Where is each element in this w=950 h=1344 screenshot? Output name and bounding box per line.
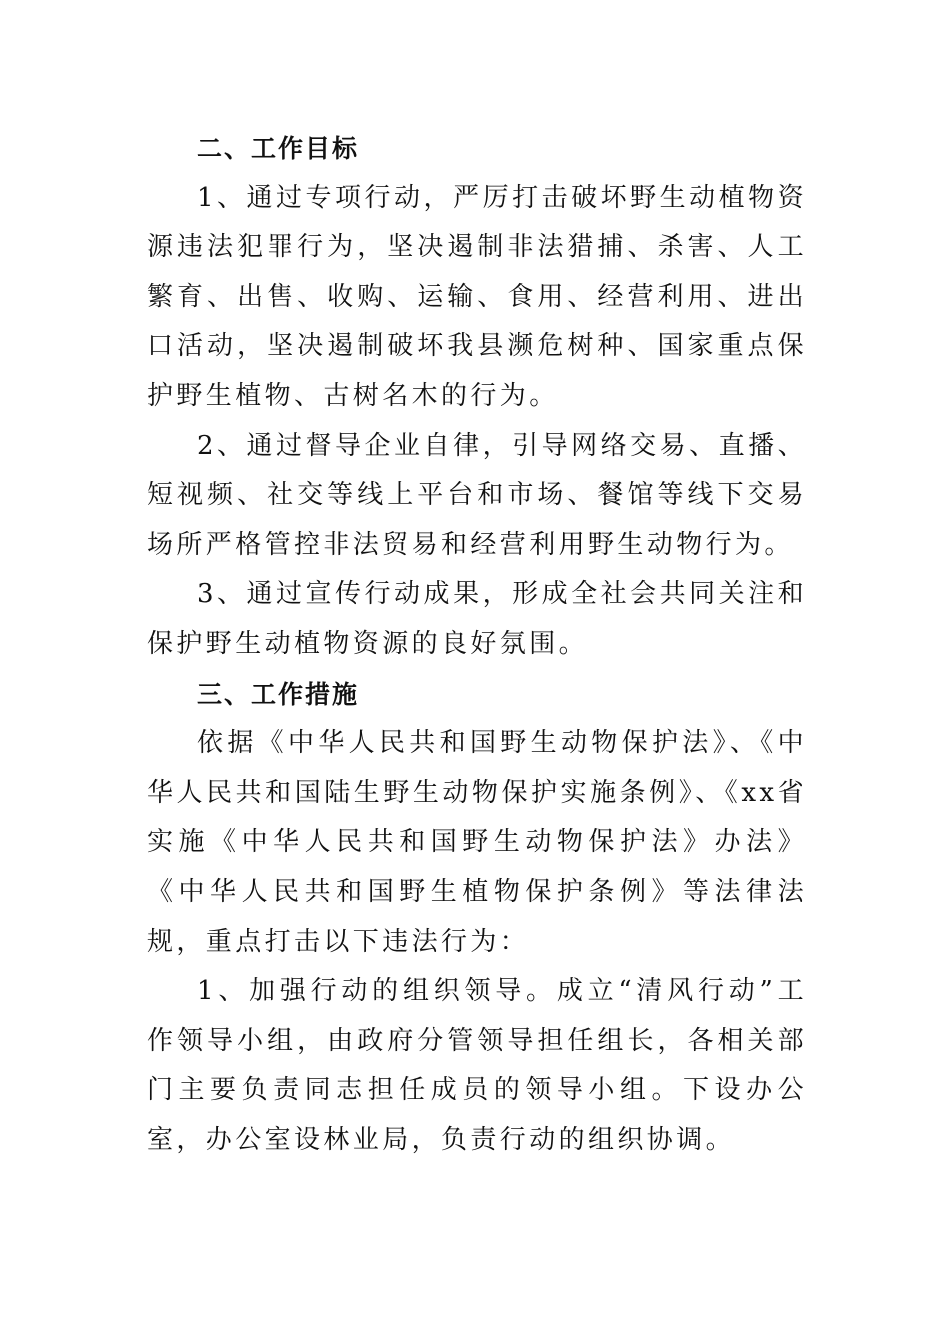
document-body [147, 124, 807, 1165]
goal-paragraph-1: 1、通过专项行动，严厉打击破坏野生动植物资源违法犯罪行为，坚决遏制非法猎捕、杀害、人工繁育、出售、收购、运输、食用、经营利用、进出口活动，坚决遏制破坏我县濒危树种、国家重点保护野生植物、古树名木的行为。 [147, 182, 807, 411]
measures-paragraph-1: 1、加强行动的组织领导。成立“清风行动”工作领导小组，由政府分管领导担任组长，各相关部门主要负责同志担任成员的领导小组。下设办公室，办公室设林业局，负责行动的组织协调。 [147, 976, 807, 1155]
goal-paragraph-2: 2、通过督导企业自律，引导网络交易、直播、短视频、社交等线上平台和市场、餐馆等线下交易场所严格管控非法贸易和经营利用野生动物行为。 [147, 430, 807, 560]
goal-paragraph-3: 3、通过宣传行动成果，形成全社会共同关注和保护野生动植物资源的良好氛围。 [147, 579, 807, 659]
measures-paragraph-intro: 依据《中华人民共和国野生动物保护法》、《中华人民共和国陆生野生动物保护实施条例》、《xx省实施《中华人民共和国野生动物保护法》办法》《中华人民共和国野生植物保护条例》等法律法规，重点打击以下违法行为： [147, 728, 807, 957]
section-heading-measures: 三、工作措施 [197, 679, 360, 709]
section-heading-goals: 二、工作目标 [197, 134, 360, 163]
